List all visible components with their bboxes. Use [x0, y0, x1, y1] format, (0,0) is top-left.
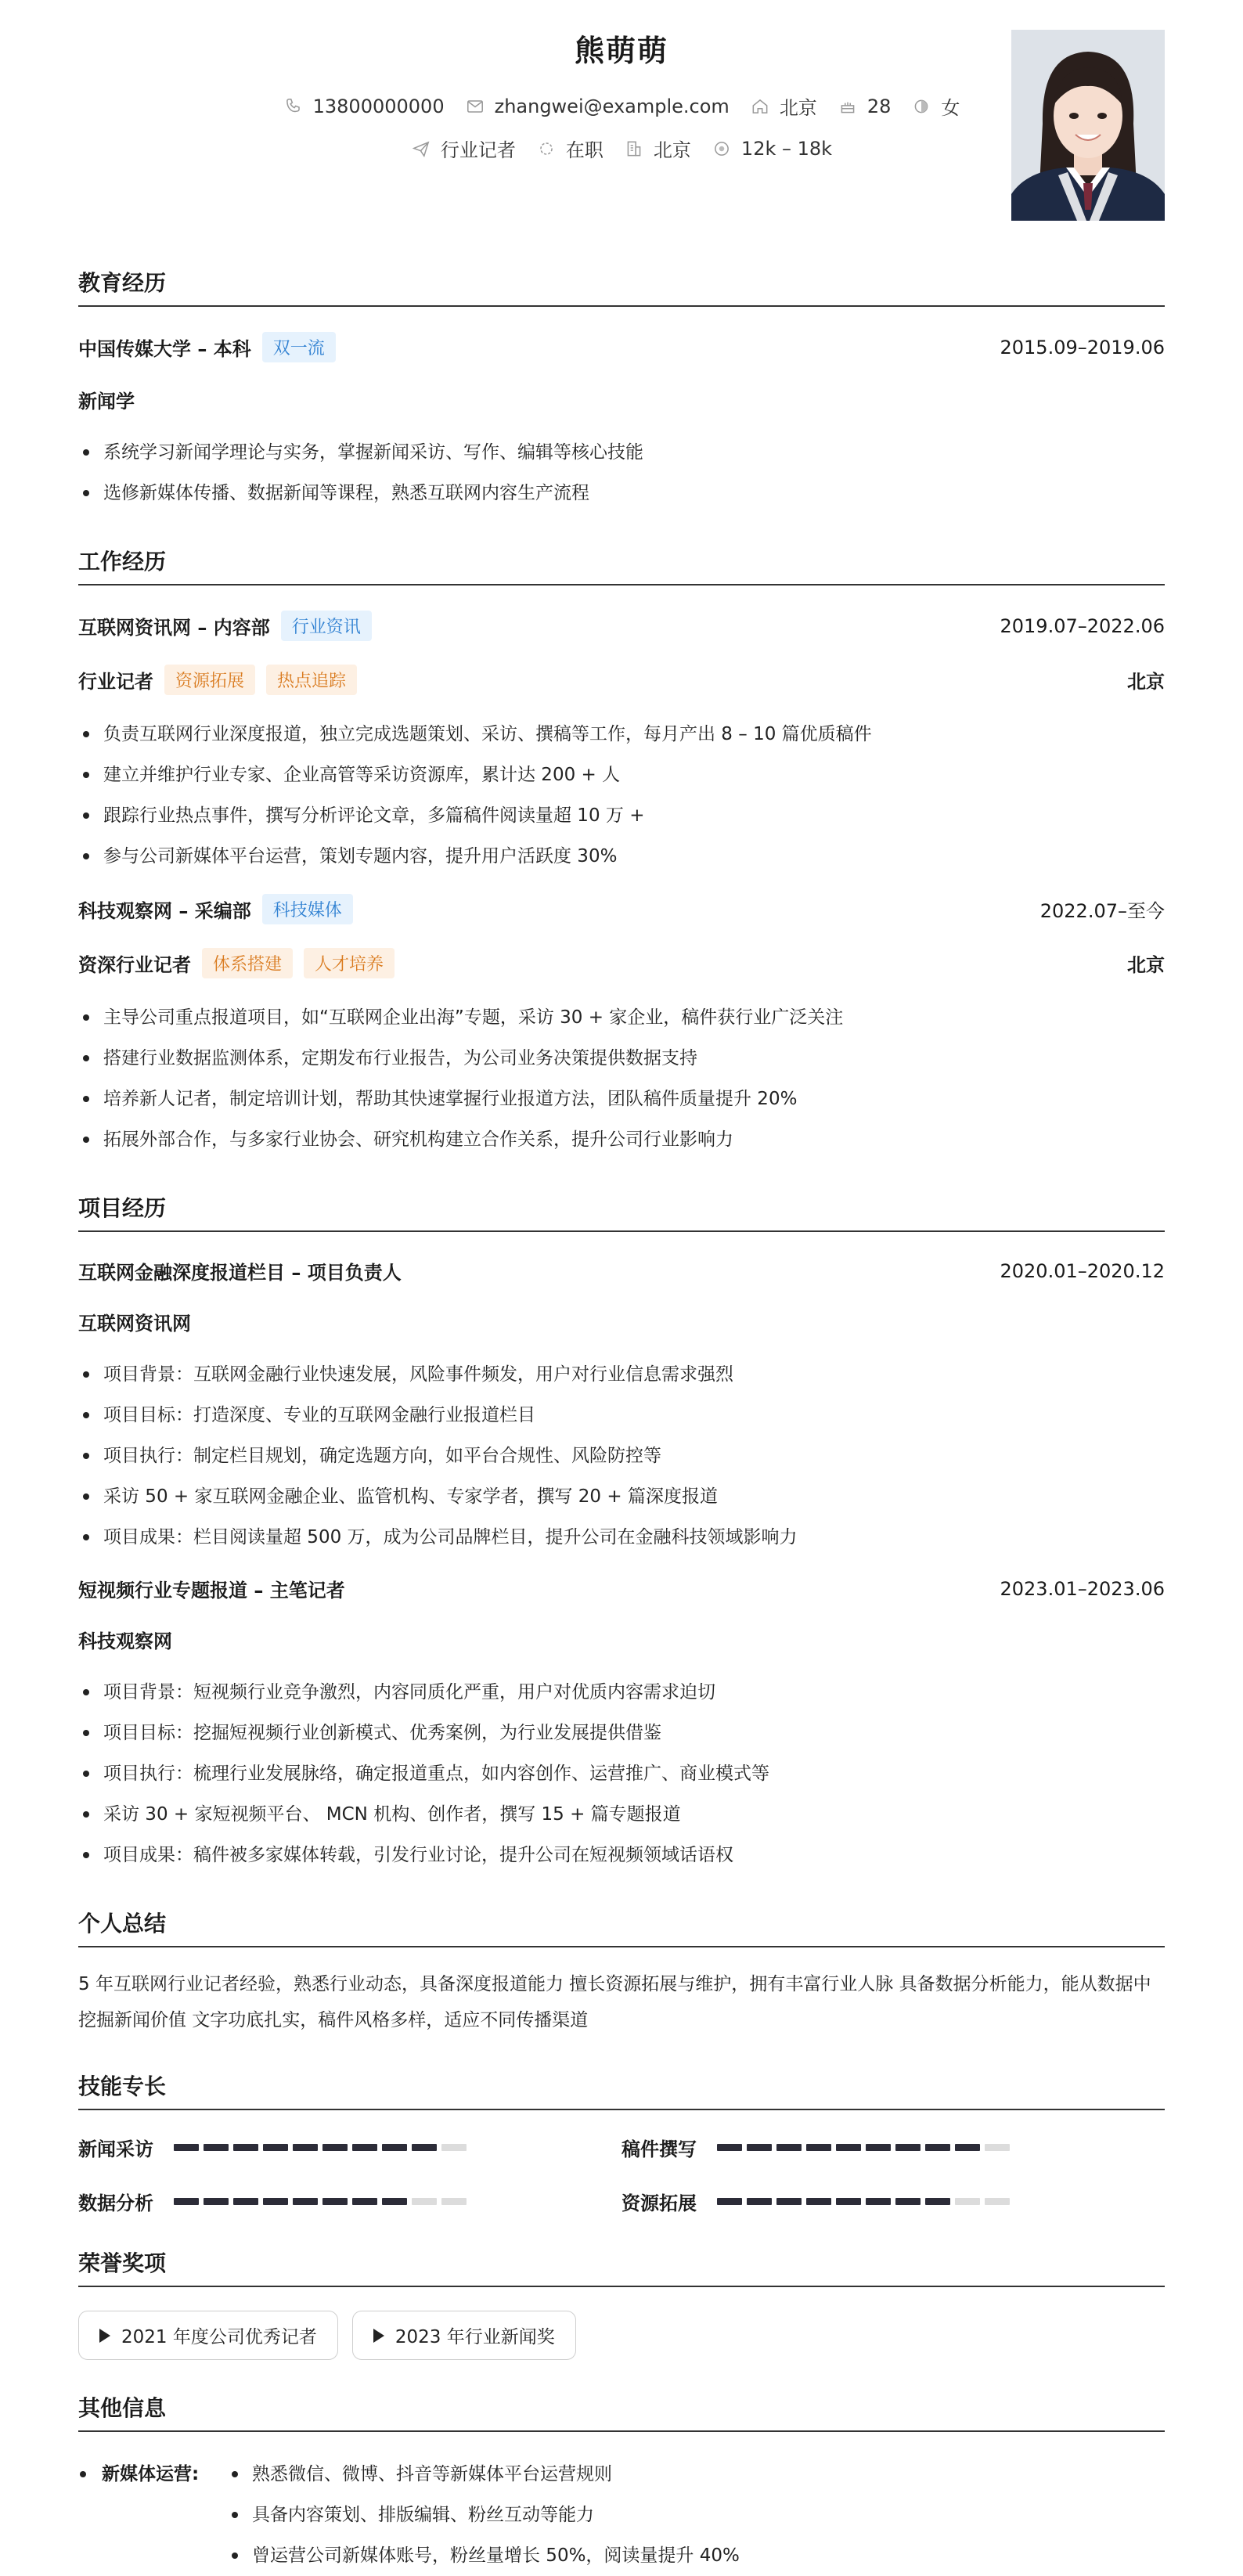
work-section-title: 工作经历 [78, 545, 1165, 585]
summary-section-title: 个人总结 [78, 1907, 1165, 1947]
project-entry [78, 1575, 1165, 1875]
send-icon [411, 139, 431, 159]
skill-segment-filled [263, 2198, 288, 2205]
skills-grid [78, 2134, 1165, 2215]
play-triangle-icon [373, 2329, 384, 2343]
play-triangle-icon [99, 2329, 110, 2343]
company-name: 互联网资讯网 – 内容部 [78, 617, 270, 639]
list-item: 采访 50 + 家互联网金融企业、监管机构、专家学者，撰写 20 + 篇深度报道 [78, 1476, 1165, 1517]
skill-segment-filled [955, 2144, 980, 2151]
salary-item [712, 138, 832, 160]
list-item: 项目目标：打造深度、专业的互联网金融行业报道栏目 [78, 1395, 1165, 1436]
status-icon [536, 139, 557, 159]
city-item [624, 135, 691, 162]
project-entry [78, 1257, 1165, 1558]
skill-segment-filled [352, 2198, 377, 2205]
skill-segment-filled [866, 2198, 891, 2205]
skill-segment-empty [441, 2198, 467, 2205]
position-text: 行业记者 [440, 139, 516, 161]
education-entry [78, 332, 1165, 513]
work-date: 2022.07–至今 [1039, 900, 1165, 922]
education-date: 2015.09–2019.06 [1000, 336, 1165, 358]
company-tag: 科技媒体 [262, 894, 353, 924]
skill-segment-empty [412, 2198, 437, 2205]
work-date: 2019.07–2022.06 [1000, 614, 1165, 637]
project-title: 互联网金融深度报道栏目 – 项目负责人 [78, 1262, 402, 1284]
mail-icon [465, 96, 485, 117]
age-item [838, 95, 892, 117]
project-org: 互联网资讯网 [78, 1313, 191, 1335]
profile-photo-graphic [1011, 30, 1165, 221]
skill-segment-filled [806, 2198, 831, 2205]
list-item: 搭建行业数据监测体系，定期发布行业报告，为公司业务决策提供数据支持 [78, 1038, 1165, 1079]
location-item [750, 92, 817, 120]
cake-icon [838, 96, 858, 117]
school-tag: 双一流 [262, 332, 336, 362]
profile-photo [1011, 30, 1165, 221]
skill-segment-filled [925, 2198, 950, 2205]
job-intent-row [78, 135, 1165, 162]
gender-item [911, 92, 960, 120]
skill-segment-empty [955, 2198, 980, 2205]
skill-item [622, 2134, 1165, 2161]
list-item: 项目成果：栏目阅读量超 500 万，成为公司品牌栏目，提升公司在金融科技领域影响力 [78, 1517, 1165, 1558]
skill-name: 新闻采访 [78, 2138, 153, 2160]
list-item: 选修新媒体传播、数据新闻等课程，熟悉互联网内容生产流程 [78, 473, 1165, 513]
other-label: 新媒体运营: [78, 2454, 227, 2495]
skill-segment-filled [836, 2144, 861, 2151]
skill-segment-filled [204, 2144, 229, 2151]
skill-segment-filled [293, 2144, 318, 2151]
skill-segment-filled [174, 2198, 199, 2205]
phone-text: 13800000000 [312, 95, 445, 117]
role-tag: 人才培养 [304, 948, 395, 978]
home-icon [750, 96, 770, 117]
salary-text: 12k – 18k [740, 137, 833, 160]
list-item: 项目成果：稿件被多家媒体转载，引发行业讨论，提升公司在短视频领域话语权 [78, 1835, 1165, 1875]
list-item: 项目背景：互联网金融行业快速发展，风险事件频发，用户对行业信息需求强烈 [78, 1354, 1165, 1395]
skill-segment-filled [925, 2144, 950, 2151]
role-name: 资深行业记者 [78, 954, 191, 976]
gender-text: 女 [941, 97, 960, 119]
role-tag: 资源拓展 [164, 665, 255, 695]
work-location: 北京 [1127, 671, 1165, 693]
list-item: 采访 30 + 家短视频平台、 MCN 机构、创作者，撰写 15 + 篇专题报道 [78, 1794, 1165, 1835]
role-tag: 热点追踪 [266, 665, 357, 695]
list-item: 跟踪行业热点事件，撰写分析评论文章，多篇稿件阅读量超 10 万 + [78, 795, 1165, 836]
skill-name: 数据分析 [78, 2192, 153, 2214]
skill-segment-filled [895, 2198, 921, 2205]
skill-item [622, 2188, 1165, 2215]
money-icon [712, 139, 732, 159]
phone-item [283, 95, 445, 117]
other-info [78, 2454, 1165, 2576]
list-item: 项目背景：短视频行业竞争激烈，内容同质化严重，用户对优质内容需求迫切 [78, 1672, 1165, 1713]
other-section-title: 其他信息 [78, 2391, 1165, 2432]
email-item [465, 95, 730, 117]
work-bullets [78, 714, 1165, 877]
skill-name: 稿件撰写 [622, 2138, 697, 2160]
skill-segment-filled [717, 2198, 742, 2205]
honor-badge [352, 2311, 576, 2360]
company-name: 科技观察网 – 采编部 [78, 900, 251, 922]
skill-segment-filled [322, 2198, 348, 2205]
projects-section-title: 项目经历 [78, 1191, 1165, 1232]
city-text: 北京 [653, 139, 691, 161]
project-date: 2020.01–2020.12 [1000, 1259, 1165, 1282]
list-item: 具备内容策划、排版编辑、粉丝互动等能力 [227, 2495, 594, 2535]
list-item: 项目执行：制定栏目规划，确定选题方向，如平台合规性、风险防控等 [78, 1436, 1165, 1476]
project-date: 2023.01–2023.06 [1000, 1577, 1165, 1600]
project-org: 科技观察网 [78, 1630, 172, 1652]
skill-level-bar [174, 2144, 467, 2151]
candidate-name: 熊萌萌 [574, 34, 668, 68]
work-bullets [78, 997, 1165, 1160]
contact-row [78, 92, 1165, 120]
skill-segment-filled [747, 2198, 772, 2205]
honor-badge [78, 2311, 338, 2360]
role-name: 行业记者 [78, 671, 153, 693]
list-item: 建立并维护行业专家、企业高管等采访资源库，累计达 200 + 人 [78, 755, 1165, 795]
work-entry [78, 894, 1165, 1160]
position-item [411, 135, 516, 162]
age-text: 28 [866, 95, 892, 117]
work-location: 北京 [1127, 954, 1165, 976]
skill-segment-filled [233, 2198, 258, 2205]
list-item: 系统学习新闻学理论与实务，掌握新闻采访、写作、编辑等核心技能 [78, 432, 1165, 473]
skill-level-bar [174, 2198, 467, 2205]
list-item: 熟悉微信、微博、抖音等新媒体平台运营规则 [227, 2454, 612, 2495]
skill-segment-filled [717, 2144, 742, 2151]
phone-icon [283, 96, 304, 117]
list-item: 负责互联网行业深度报道，独立完成选题策划、采访、撰稿等工作，每月产出 8 – 10 篇优质稿件 [78, 714, 1165, 755]
skill-name: 资源拓展 [622, 2192, 697, 2214]
resume-header [78, 0, 1165, 235]
skill-item [78, 2188, 622, 2215]
project-title: 短视频行业专题报道 – 主笔记者 [78, 1580, 345, 1601]
skill-segment-filled [866, 2144, 891, 2151]
school-name: 中国传媒大学 – 本科 [78, 338, 251, 360]
skill-segment-filled [352, 2144, 377, 2151]
list-item: 曾运营公司新媒体账号，粉丝量增长 50%，阅读量提升 40% [227, 2535, 740, 2576]
email-text: zhangwei@example.com [494, 95, 730, 117]
list-item: 参与公司新媒体平台运营，策划专题内容，提升用户活跃度 30% [78, 836, 1165, 877]
honors-section-title: 荣誉奖项 [78, 2246, 1165, 2287]
skill-segment-empty [985, 2198, 1010, 2205]
summary-text: 5 年互联网行业记者经验，熟悉行业动态，具备深度报道能力 擅长资源拓展与维护，拥有丰富行业人脉 具备数据分析能力，能从数据中挖掘新闻价值 文字功底扎实，稿件风格多样，适应不同传播渠道 [78, 1974, 1151, 2030]
education-bullets [78, 432, 1165, 513]
skill-segment-filled [233, 2144, 258, 2151]
list-item: 项目目标：挖掘短视频行业创新模式、优秀案例，为行业发展提供借鉴 [78, 1713, 1165, 1753]
gender-icon [911, 96, 931, 117]
honors-list [78, 2311, 1165, 2360]
list-item: 拓展外部合作，与多家行业协会、研究机构建立合作关系，提升公司行业影响力 [78, 1119, 1165, 1160]
skill-level-bar [717, 2198, 1010, 2205]
skill-segment-filled [382, 2198, 407, 2205]
skill-segment-filled [204, 2198, 229, 2205]
skill-segment-empty [985, 2144, 1010, 2151]
skill-segment-filled [747, 2144, 772, 2151]
project-bullets [78, 1354, 1165, 1558]
status-item [536, 135, 603, 162]
skill-item [78, 2134, 622, 2161]
skill-segment-filled [412, 2144, 437, 2151]
skill-segment-filled [382, 2144, 407, 2151]
status-text: 在职 [565, 139, 603, 161]
skills-section-title: 技能专长 [78, 2070, 1165, 2110]
company-tag: 行业资讯 [281, 611, 372, 641]
skill-segment-empty [441, 2144, 467, 2151]
list-item: 项目执行：梳理行业发展脉络，确定报道重点，如内容创作、运营推广、商业模式等 [78, 1753, 1165, 1794]
list-item: 培养新人记者，制定培训计划，帮助其快速掌握行业报道方法，团队稿件质量提升 20% [78, 1079, 1165, 1119]
education-section-title: 教育经历 [78, 266, 1165, 307]
honor-text: 2023 年行业新闻奖 [395, 2327, 555, 2347]
major-name: 新闻学 [78, 391, 135, 413]
list-item: 主导公司重点报道项目，如“互联网企业出海”专题，采访 30 + 家企业，稿件获行业广泛关注 [78, 997, 1165, 1038]
skill-segment-filled [776, 2198, 802, 2205]
building-icon [624, 139, 644, 159]
skill-segment-filled [174, 2144, 199, 2151]
location-text: 北京 [779, 97, 817, 119]
honor-text: 2021 年度公司优秀记者 [121, 2327, 317, 2347]
skill-segment-filled [322, 2144, 348, 2151]
skill-level-bar [717, 2144, 1010, 2151]
skill-segment-filled [806, 2144, 831, 2151]
skill-segment-filled [293, 2198, 318, 2205]
skill-segment-filled [776, 2144, 802, 2151]
skill-segment-filled [263, 2144, 288, 2151]
work-entry [78, 611, 1165, 877]
project-bullets [78, 1672, 1165, 1875]
skill-segment-filled [895, 2144, 921, 2151]
skill-segment-filled [836, 2198, 861, 2205]
role-tag: 体系搭建 [202, 948, 293, 978]
